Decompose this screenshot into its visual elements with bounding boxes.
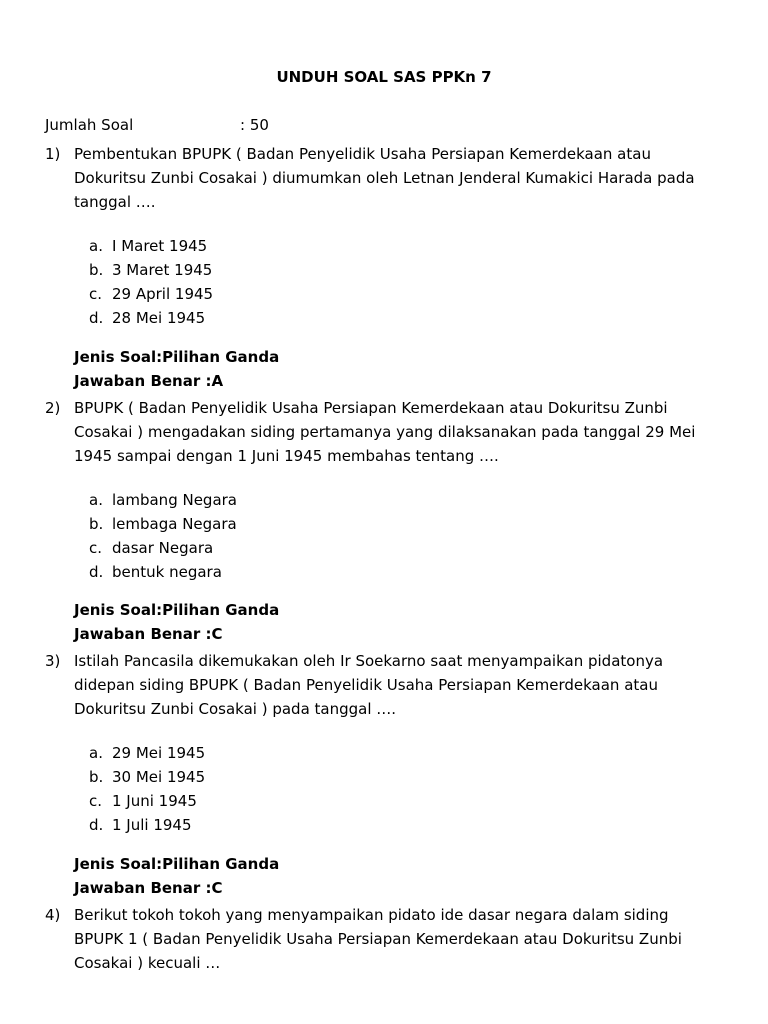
- question-count: [45, 115, 269, 135]
- option-text: 29 April 1945: [112, 285, 214, 303]
- question-type: Jenis Soal:Pilihan Ganda: [74, 601, 280, 619]
- option-letter: d.: [89, 816, 104, 834]
- question-text: Berikut tokoh tokoh yang menyampaikan pidato ide dasar negara dalam siding BPUPK 1 ( Badan Penyelidik Usaha Persiapan Kemerdekaan atau Dokuritsu Zunbi Cosakai ) kecuali …: [74, 906, 682, 972]
- option-text: I Maret 1945: [112, 237, 208, 255]
- correct-answer: Jawaban Benar :A: [74, 372, 224, 390]
- option-text: 28 Mei 1945: [112, 309, 206, 327]
- option-letter: a.: [89, 491, 103, 509]
- question-text: Istilah Pancasila dikemukakan oleh Ir Soekarno saat menyampaikan pidatonya didepan siding BPUPK ( Badan Penyelidik Usaha Persiapan Kemerdekaan atau Dokuritsu Zunbi Cosakai ) pada tanggal ….: [74, 652, 664, 718]
- question-text: Pembentukan BPUPK ( Badan Penyelidik Usaha Persiapan Kemerdekaan atau Dokuritsu Zunbi Cosakai ) diumumkan oleh Letnan Jenderal Kumakici Harada pada tanggal ….: [74, 145, 695, 211]
- correct-answer: Jawaban Benar :C: [74, 625, 223, 643]
- option-text: dasar Negara: [112, 539, 214, 557]
- option-text: 1 Juni 1945: [112, 792, 197, 810]
- option-text: lambang Negara: [112, 491, 238, 509]
- option-text: 3 Maret 1945: [112, 261, 213, 279]
- option-letter: a.: [89, 237, 103, 255]
- option-text: 30 Mei 1945: [112, 768, 206, 786]
- question-type: Jenis Soal:Pilihan Ganda: [74, 348, 280, 366]
- option-text: 1 Juli 1945: [112, 816, 192, 834]
- option-letter: a.: [89, 744, 103, 762]
- question-type: Jenis Soal:Pilihan Ganda: [74, 855, 280, 873]
- option-letter: c.: [89, 285, 103, 303]
- option-letter: b.: [89, 261, 104, 279]
- question-text: BPUPK ( Badan Penyelidik Usaha Persiapan Kemerdekaan atau Dokuritsu Zunbi Cosakai ) mengadakan siding pertamanya yang dilaksanakan pada tanggal 29 Mei 1945 sampai dengan 1 Juni 1945 membahas tentang ….: [74, 399, 696, 465]
- option-letter: b.: [89, 515, 104, 533]
- option-text: bentuk negara: [112, 563, 222, 581]
- option-letter: b.: [89, 768, 104, 786]
- question-number: 3): [45, 652, 61, 670]
- option-text: lembaga Negara: [112, 515, 237, 533]
- question-count-value: : 50: [240, 116, 269, 134]
- option-letter: c.: [89, 539, 103, 557]
- correct-answer: Jawaban Benar :C: [74, 879, 223, 897]
- question-number: 4): [45, 906, 61, 924]
- option-letter: d.: [89, 309, 104, 327]
- option-text: 29 Mei 1945: [112, 744, 206, 762]
- option-letter: d.: [89, 563, 104, 581]
- question-number: 2): [45, 399, 61, 417]
- question-number: 1): [45, 145, 61, 163]
- option-letter: c.: [89, 792, 103, 810]
- question-count-label: Jumlah Soal: [45, 116, 134, 134]
- document-title: UNDUH SOAL SAS PPKn 7: [276, 68, 492, 86]
